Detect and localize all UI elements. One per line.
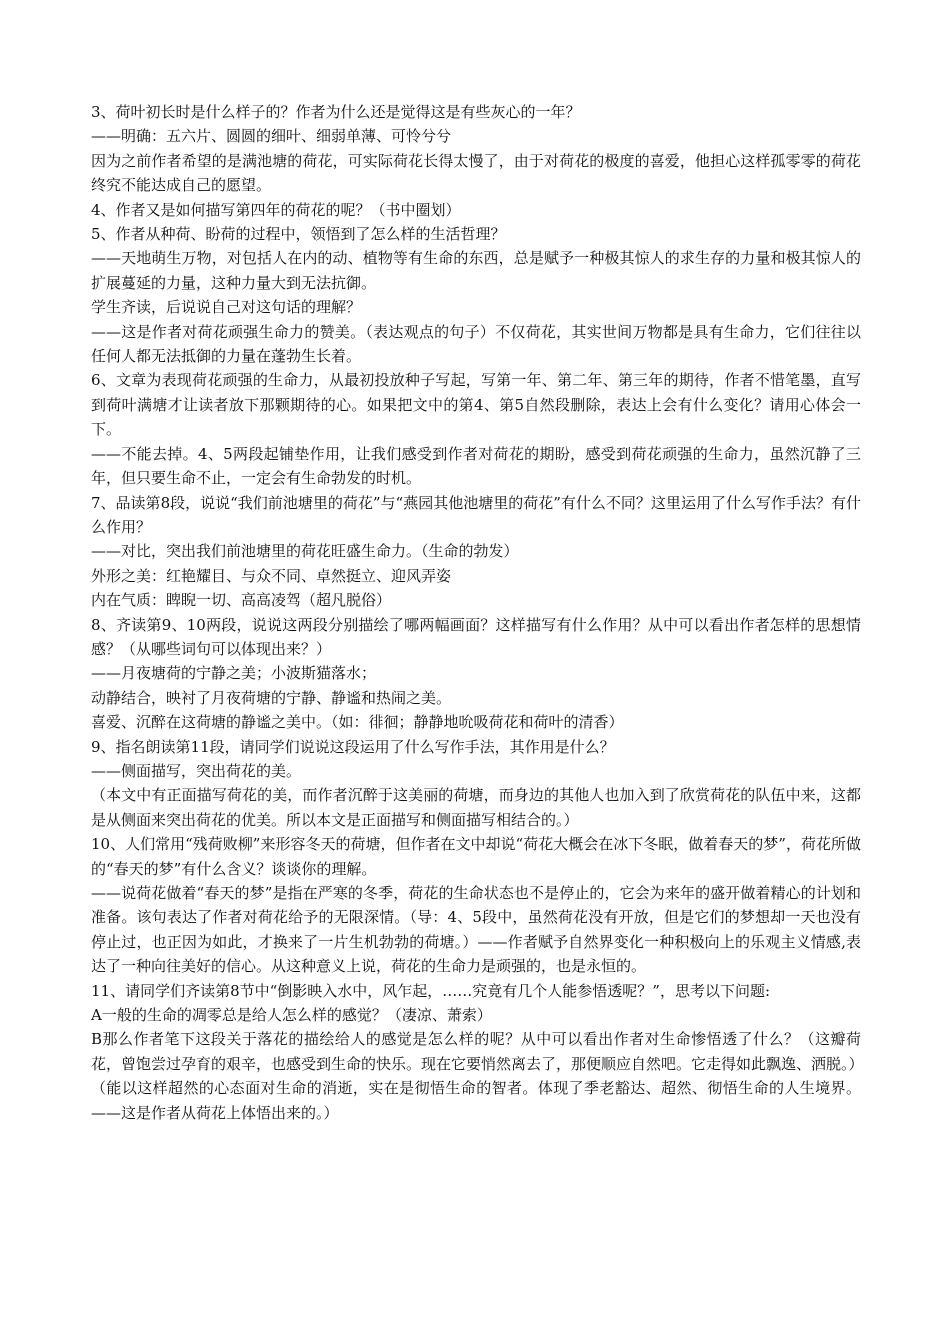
question-5: 5、作者从种荷、盼荷的过程中，领悟到了怎么样的生活哲理？ [91,225,506,244]
question-11-b: B那么作者笔下这段关于落花的描绘给人的感觉是怎么样的呢？从中可以看出作者对生命惨悟透了什么？（这瓣荷花，曾饱尝过孕育的艰辛，也感受到生命的快乐。现在它要悄然离去了，那便顺应自然吧。它走得如此飘逸、洒脱。） [91,1030,864,1073]
answer-8c: 喜爱、沉醉在这荷塘的静谧之美中。（如：徘徊；静静地吮吸荷花和荷叶的清香） [91,713,624,732]
answer-10: ——说荷花做着“春天的梦”是指在严寒的冬季，荷花的生命状态也不是停止的，它会为来年的盛开做着精心的计划和准备。该句表达了作者对荷花给予的无限深情。（导：4、5段中，虽然荷花没有开放，但是它们的梦想却一天也没有停止过，也正因为如此，才换来了一片生机勃勃的荷塘。）——作者赋予自然界变化一种积极向上的乐观主义情感,表达了一种向往美好的信心。从这种意义上说，荷花的生命力是顽强的，也是永恒的。 [91,884,861,976]
instruction-5: 学生齐读，后说说自己对这句话的理解？ [91,298,362,317]
answer-9-note: （本文中有正面描写荷花的美，而作者沉醉于这美丽的荷塘，而身边的其他人也加入到了欣赏荷花的队伍中来，这都是从侧面来突出荷花的优美。所以本文是正面描写和侧面描写相结合的。） [91,786,861,829]
question-11: 11、请同学们齐读第8节中“倒影映入水中，风乍起，……究竟有几个人能参悟透呢？”，思考以下问题: [91,981,771,1000]
answer-5b: ——这是作者对荷花顽强生命力的赞美。（表达观点的句子）不仅荷花，其实世间万物都是具有生命力，它们往往以任何人都无法抵御的力量在蓬勃生长着。 [91,322,861,366]
answer-11: （能以这样超然的心态面对生命的消逝，实在是彻悟生命的智者。体现了季老豁达、超然、彻悟生命的人生境界。——这是作者从荷花上体悟出来的。） [91,1079,861,1122]
question-10: 10、人们常用“残荷败柳”来形容冬天的荷塘，但作者在文中却说“荷花大概会在冰下冬眠，做着春天的梦”，荷花所做的“春天的梦”有什么含义？谈谈你的理解。 [91,835,861,878]
answer-3b: 因为之前作者希望的是满池塘的荷花，可实际荷花长得太慢了，由于对荷花的极度的喜爱，他担心这样孤零零的荷花终究不能达成自己的愿望。 [91,151,861,195]
question-8: 8、齐读第9、10两段，说说这两段分别描绘了哪两幅画面？这样描写有什么作用？从中可以看出作者怎样的思想情感？（从哪些词句可以体现出来？） [91,615,861,658]
question-3: 3、荷叶初长时是什么样子的？作者为什么还是觉得这是有些灰心的一年？ [91,103,581,121]
answer-3a: ——明确：五六片、圆圆的细叶、细弱单薄、可怜兮兮 [91,127,452,146]
answer-8b: 动静结合，映衬了月夜荷塘的宁静、静谧和热闹之美。 [91,688,452,707]
document-body [91,100,864,1125]
question-6: 6、文章为表现荷花顽强的生命力，从最初投放种子写起，写第一年、第二年、第三年的期待，作者不惜笔墨，直写到荷叶满塘才让读者放下那颗期待的心。如果把文中的第4、第5自然段删除，表达上会有什么变化？请用心体会一下。 [91,371,861,439]
answer-6: ——不能去掉。4、5两段起铺垫作用，让我们感受到作者对荷花的期盼，感受到荷花顽强的生命力，虽然沉静了三年，但只要生命不止，一定会有生命勃发的时机。 [91,444,861,488]
answer-8a: ——月夜塘荷的宁静之美；小波斯猫落水； [91,664,377,683]
question-4: 4、作者又是如何描写第四年的荷花的呢？（书中圈划） [91,200,461,219]
answer-7: ——对比，突出我们前池塘里的荷花旺盛生命力。（生命的勃发） [91,542,519,561]
answer-5: ——天地萌生万物，对包括人在内的动、植物等有生命的东西，总是赋予一种极其惊人的求生存的力量和极其惊人的扩展蔓延的力量，这种力量大到无法抗御。 [91,249,861,292]
question-9: 9、指名朗读第11段，请同学们说说这段运用了什么写作手法，其作用是什么？ [91,737,615,756]
question-11-a: A一般的生命的凋零总是给人怎么样的感觉？（凄凉、萧索） [91,1006,492,1025]
answer-9: ——侧面描写，突出荷花的美。 [91,761,302,780]
answer-7-inner-quality: 内在气质：睥睨一切、高高凌驾（超凡脱俗） [91,591,392,610]
question-7: 7、品读第8段，说说“我们前池塘里的荷花”与“燕园其他池塘里的荷花”有什么不同？这里运用了什么写作手法？有什么作用？ [91,493,861,536]
answer-7-outer-beauty: 外形之美：红艳耀目、与众不同、卓然挺立、迎风弄姿 [91,566,452,585]
